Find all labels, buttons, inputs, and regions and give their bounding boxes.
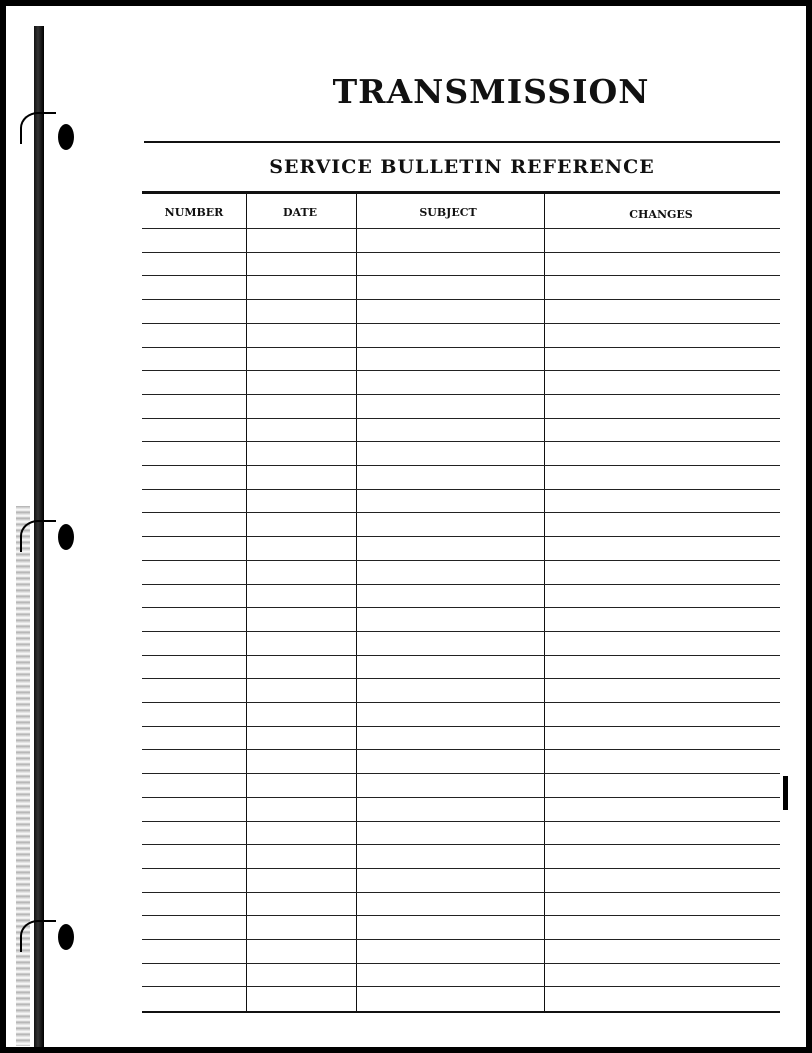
- table-row-line: [142, 631, 780, 632]
- binder-edge-texture: [16, 506, 30, 1046]
- title-divider: [144, 141, 780, 143]
- table-row-line: [142, 749, 780, 750]
- table-row-line: [142, 892, 780, 893]
- punch-hole-arc: [20, 112, 56, 144]
- table-row-line: [142, 370, 780, 371]
- table-row-line: [142, 584, 780, 585]
- table-row-line: [142, 536, 780, 537]
- table-bottom-rule: [142, 1011, 780, 1013]
- table-row-line: [142, 299, 780, 300]
- table-row-line: [142, 939, 780, 940]
- punch-hole: [58, 524, 74, 550]
- table-row-line: [142, 607, 780, 608]
- table-row-line: [142, 678, 780, 679]
- punch-hole-arc: [20, 520, 56, 552]
- table-row-line: [142, 655, 780, 656]
- table-row-line: [142, 868, 780, 869]
- table-row-line: [142, 844, 780, 845]
- table-row-line: [142, 797, 780, 798]
- table-row-line: [142, 963, 780, 964]
- column-divider: [246, 194, 247, 1012]
- table-row-line: [142, 773, 780, 774]
- table-row-line: [142, 418, 780, 419]
- table-row-line: [142, 986, 780, 987]
- table-row-line: [142, 347, 780, 348]
- table-row-line: [142, 512, 780, 513]
- table-row-line: [142, 228, 780, 229]
- punch-hole: [58, 124, 74, 150]
- table-row-line: [142, 275, 780, 276]
- table-row-line: [142, 489, 780, 490]
- column-divider: [356, 194, 357, 1012]
- punch-hole-arc: [20, 920, 56, 952]
- column-header-date: DATE: [282, 206, 318, 219]
- column-header-subject: SUBJECT: [419, 206, 477, 219]
- table-row-line: [142, 252, 780, 253]
- table-row-line: [142, 915, 780, 916]
- column-divider: [544, 194, 545, 1012]
- table-row-line: [142, 560, 780, 561]
- table-row-line: [142, 465, 780, 466]
- table-row-line: [142, 394, 780, 395]
- table-title: SERVICE BULLETIN REFERENCE: [269, 156, 655, 178]
- punch-hole: [58, 924, 74, 950]
- table-row-line: [142, 323, 780, 324]
- page-title: TRANSMISSION: [332, 72, 650, 111]
- table-row-line: [142, 441, 780, 442]
- bulletin-table: [142, 194, 780, 1012]
- table-row-line: [142, 726, 780, 727]
- table-row-line: [142, 702, 780, 703]
- margin-tab-mark: [783, 776, 788, 810]
- column-header-number: NUMBER: [164, 206, 224, 219]
- table-row-line: [142, 821, 780, 822]
- document-page: [6, 6, 806, 1047]
- column-header-changes: CHANGES: [629, 208, 693, 221]
